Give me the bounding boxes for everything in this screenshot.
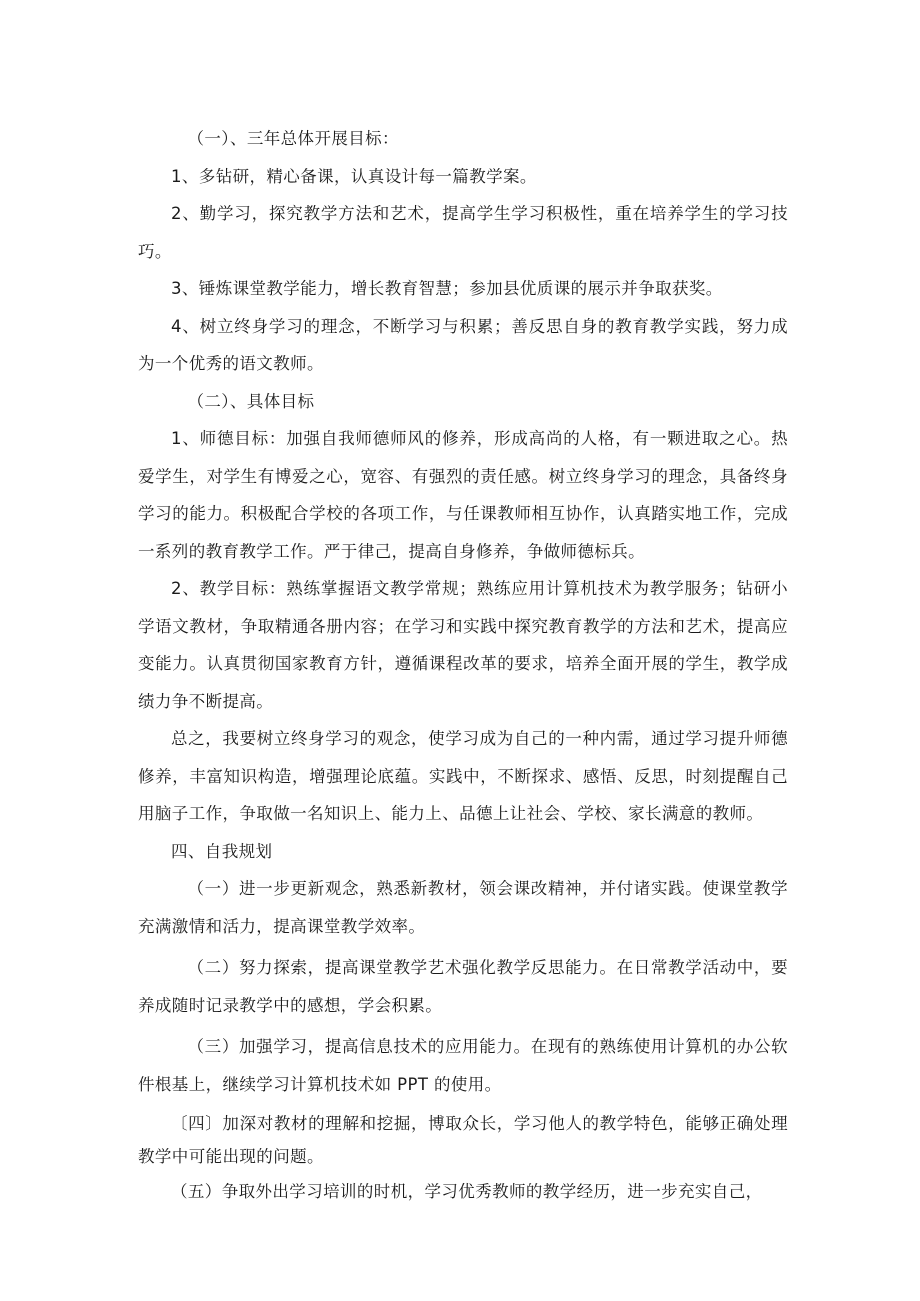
plan-item-2: （二）努力探索，提高课堂教学艺术强化教学反思能力。在日常教学活动中，要养成随时记录教学中的感想，学会积累。 [138, 958, 788, 1015]
plan-item-5: （五）争取外出学习培训的时机，学习优秀教师的教学经历，进一步充实自己， [171, 1182, 763, 1201]
section-heading-overall-goals: （一）、三年总体开展目标： [187, 129, 399, 148]
ethics-goal-paragraph: 1、师德目标：加强自我师德师风的修养，形成高尚的人格，有一颗进取之心。热爱学生，对学生有博爱之心，宽容、有强烈的责任感。树立终身学习的理念，具备终身学习的能力。积极配合学校的各项工作，与任课教师相互协作，认真踏实地工作，完成一系列的教育教学工作。严于律己，提高自身修养，争做师德标兵。 [138, 429, 788, 561]
plan-item-3: （三）加强学习，提高信息技术的应用能力。在现有的熟练使用计算机的办公软件根基上，继续学习计算机技术如 PPT 的使用。 [138, 1037, 788, 1094]
section-heading-self-plan: 四、自我规划 [171, 841, 273, 861]
plan-item-1: （一）进一步更新观念，熟悉新教材，领会课改精神，并付诸实践。使课堂教学充满激情和活力，提高课堂教学效率。 [138, 879, 788, 936]
plan-item-4: 〔四〕加深对教材的理解和挖掘，博取众长，学习他人的教学特色，能够正确处理教学中可能出现的问题。 [138, 1114, 788, 1166]
goal-item-4: 4、树立终身学习的理念，不断学习与积累；善反思自身的教育教学实践，努力成为一个优秀的语文教师。 [138, 316, 788, 373]
summary-paragraph: 总之，我要树立终身学习的观念，使学习成为自己的一种内需，通过学习提升师德修养，丰富知识构造，增强理论底蕴。实践中，不断探求、感悟、反思，时刻提醒自己用脑子工作，争取做一名知识上、能力上、品德上让社会、学校、家长满意的教师。 [138, 729, 788, 823]
goal-item-1: 1、多钻研，精心备课，认真设计每一篇教学案。 [171, 166, 537, 186]
teaching-goal-paragraph: 2、教学目标：熟练掌握语文教学常规；熟练应用计算机技术为教学服务；钻研小学语文教材，争取精通各册内容；在学习和实践中探究教育教学的方法和艺术，提高应变能力。认真贯彻国家教育方针，遵循课程改革的要求，培养全面开展的学生，教学成绩力争不断提高。 [138, 579, 788, 711]
section-heading-specific-goals: （二）、具体目标 [187, 391, 315, 411]
document-body [138, 120, 788, 1211]
goal-item-3: 3、锤炼课堂教学能力，增长教育智慧；参加县优质课的展示并争取获奖。 [171, 279, 723, 298]
goal-item-2: 2、勤学习，探究教学方法和艺术，提高学生学习积极性，重在培养学生的学习技巧。 [138, 204, 788, 261]
